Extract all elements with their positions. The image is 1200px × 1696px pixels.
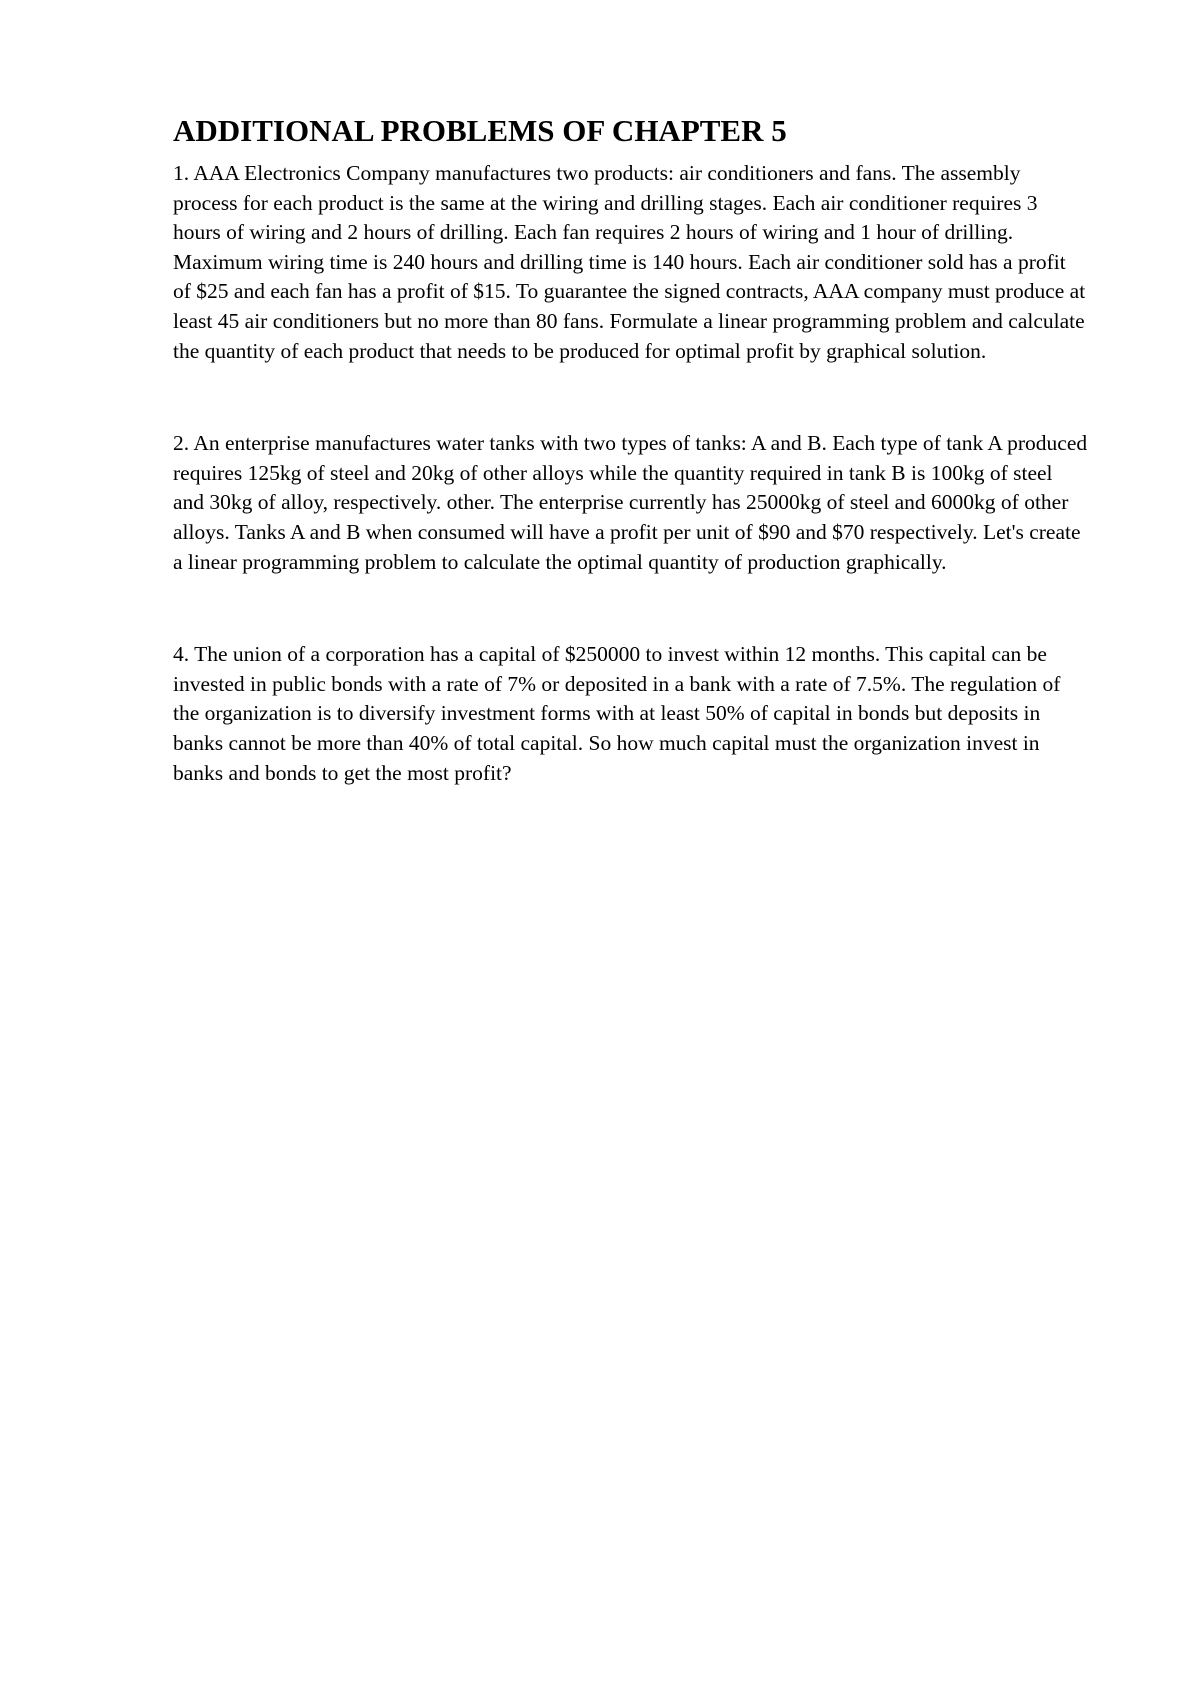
document-title: ADDITIONAL PROBLEMS OF CHAPTER 5 [173,113,787,148]
problem-2: 2. An enterprise manufactures water tanks with two types of tanks: A and B. Each type of tank A produced requires 125kg of steel and 20kg of other alloys while the quantity required in tank B is 100kg of steel and 30kg of alloy, respectively. other. The enterprise currently has 25000kg of steel and 6000kg of other alloys. Tanks A and B when consumed will have a profit per unit of $90 and $70 respectively. Let's create a linear programming problem to calculate the optimal quantity of production graphically. [173,431,1088,574]
document-content [173,112,1088,788]
problem-4: 4. The union of a corporation has a capital of $250000 to invest within 12 months. This capital can be invested in public bonds with a rate of 7% or deposited in a bank with a rate of 7.5%. The regulation of the organization is to diversify investment forms with at least 50% of capital in bonds but deposits in banks cannot be more than 40% of total capital. So how much capital must the organization invest in banks and bonds to get the most profit? [173,642,1061,785]
problem-1: 1. AAA Electronics Company manufactures two products: air conditioners and fans. The assembly process for each product is the same at the wiring and drilling stages. Each air conditioner requires 3 hours of wiring and 2 hours of drilling. Each fan requires 2 hours of wiring and 1 hour of drilling. Maximum wiring time is 240 hours and drilling time is 140 hours. Each air conditioner sold has a profit of $25 and each fan has a profit of $15. To guarantee the signed contracts, AAA company must produce at least 45 air conditioners but no more than 80 fans. Formulate a linear programming problem and calculate the quantity of each product that needs to be produced for optimal profit by graphical solution. [173,161,1086,363]
